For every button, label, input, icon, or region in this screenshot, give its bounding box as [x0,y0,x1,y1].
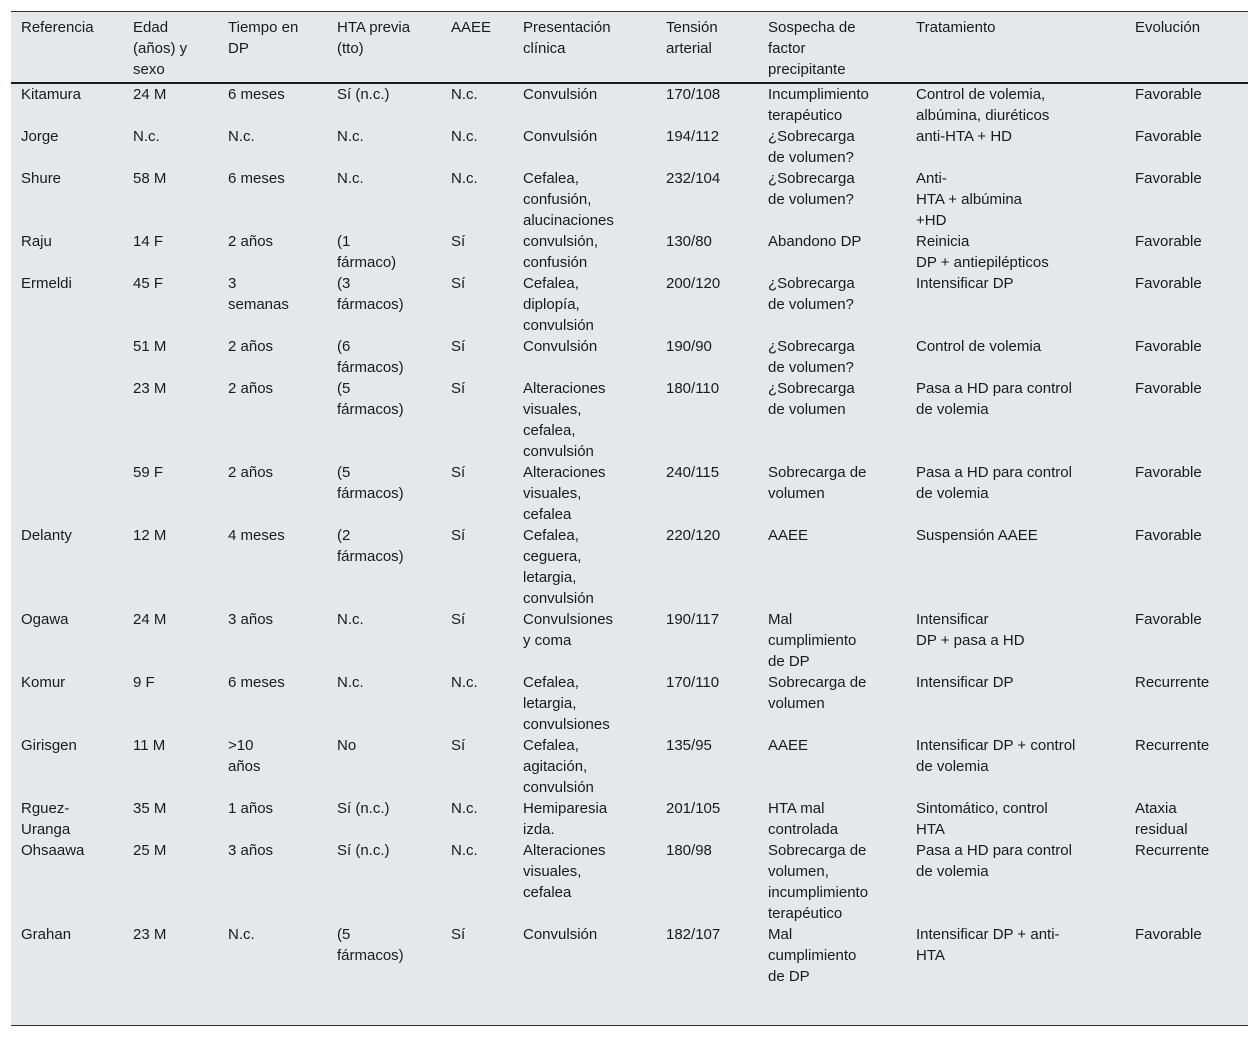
cell-tratamiento: Sintomático, control HTA [916,800,1048,838]
header-tension: Tensión arterial [656,12,758,83]
cell-edad-sexo: 24 M [133,86,167,103]
cell-tension: 240/115 [666,464,720,481]
cell-tiempo-dp: 3 años [228,611,274,628]
cell-referencia: Rguez- Uranga [21,800,71,838]
cell-tratamiento: Intensificar DP + control de volemia [916,737,1076,775]
cell-hta-previa: (5 fármacos) [337,926,404,964]
cell-referencia: Girisgen [21,737,77,754]
cell-evolucion: Favorable [1135,464,1202,481]
cell-hta-previa: N.c. [337,611,364,628]
cell-aaee: N.c. [451,842,478,859]
table-header-row [11,12,1248,83]
cell-presentacion: Cefalea, ceguera, letargia, convulsión [523,527,594,607]
cell-edad-sexo: 51 M [133,338,167,355]
cell-aaee: N.c. [451,674,478,691]
cell-tiempo-dp: N.c. [228,128,255,145]
cell-tension: 190/117 [666,611,720,628]
cell-presentacion: Hemiparesia izda. [523,800,608,838]
table-row [11,378,1248,462]
cell-presentacion: Alteraciones visuales, cefalea [523,464,606,523]
cell-referencia: Jorge [21,128,59,145]
cell-evolucion: Favorable [1135,611,1202,628]
cell-presentacion: Cefalea, letargia, convulsiones [523,674,610,733]
cell-tension: 201/105 [666,800,721,817]
cell-hta-previa: (6 fármacos) [337,338,404,376]
cell-tratamiento: Anti- HTA + albúmina +HD [916,170,1023,229]
cell-evolucion: Favorable [1135,527,1202,544]
cell-aaee: Sí [451,275,466,292]
table-row [11,672,1248,735]
table-row [11,609,1248,672]
cell-hta-previa: (5 fármacos) [337,380,404,418]
cell-tiempo-dp: 6 meses [228,674,285,691]
cell-referencia: Ogawa [21,611,69,628]
cell-edad-sexo: 59 F [133,464,164,481]
cell-sospecha: Mal cumplimiento de DP [768,611,857,670]
cell-tratamiento: Control de volemia, albúmina, diuréticos [916,86,1050,124]
cell-referencia: Raju [21,233,52,250]
cell-tratamiento: Pasa a HD para control de volemia [916,380,1072,418]
cell-tratamiento: Intensificar DP + pasa a HD [916,611,1025,649]
cell-sospecha: ¿Sobrecarga de volumen? [768,275,855,313]
cell-tratamiento: Intensificar DP + anti- HTA [916,926,1060,964]
cell-hta-previa: Sí (n.c.) [337,86,390,103]
cell-referencia: Ohsaawa [21,842,85,859]
cell-aaee: Sí [451,611,466,628]
cell-sospecha: Incumplimiento terapéutico [768,86,869,124]
cell-aaee: Sí [451,233,466,250]
cell-hta-previa: (3 fármacos) [337,275,404,313]
case-table-container [11,11,1248,1026]
cell-tiempo-dp: 3 semanas [228,275,289,313]
cell-edad-sexo: 58 M [133,170,167,187]
cell-tiempo-dp: >10 años [228,737,261,775]
cell-sospecha: Abandono DP [768,233,862,250]
cell-tiempo-dp: 6 meses [228,86,285,103]
cell-tiempo-dp: 2 años [228,338,274,355]
cell-hta-previa: (5 fármacos) [337,464,404,502]
header-presentacion: Presentación clínica [513,12,656,83]
cell-hta-previa: Sí (n.c.) [337,800,390,817]
cell-presentacion: Convulsiones y coma [523,611,614,649]
cell-tension: 232/104 [666,170,721,187]
cell-tension: 200/120 [666,275,721,292]
cell-aaee: Sí [451,464,466,481]
cell-sospecha: ¿Sobrecarga de volumen? [768,338,855,376]
cell-sospecha: Sobrecarga de volumen, incumplimiento terapéutico [768,842,869,922]
cell-hta-previa: Sí (n.c.) [337,842,390,859]
table-row [11,273,1248,336]
cell-referencia: Ermeldi [21,275,72,292]
cell-edad-sexo: 9 F [133,674,155,691]
table-row [11,525,1248,609]
cell-evolucion: Recurrente [1135,842,1210,859]
cell-presentacion: Alteraciones visuales, cefalea [523,842,606,901]
cell-tiempo-dp: 1 años [228,800,274,817]
cell-aaee: Sí [451,527,466,544]
table-row [11,924,1248,987]
cell-evolucion: Ataxia residual [1135,800,1188,838]
cell-tiempo-dp: 3 años [228,842,274,859]
cell-evolucion: Favorable [1135,170,1202,187]
cell-tiempo-dp: 6 meses [228,170,285,187]
cell-presentacion: Convulsión [523,128,598,145]
cell-aaee: Sí [451,926,466,943]
cell-hta-previa: No [337,737,357,754]
cell-sospecha: Sobrecarga de volumen [768,674,867,712]
cell-aaee: Sí [451,737,466,754]
table-row [11,83,1248,126]
cell-evolucion: Favorable [1135,338,1202,355]
cell-tension: 182/107 [666,926,721,943]
cell-tension: 194/112 [666,128,720,145]
table-row [11,840,1248,924]
case-table [11,12,1248,987]
cell-tratamiento: anti-HTA + HD [916,128,1012,145]
cell-edad-sexo: 45 F [133,275,164,292]
cell-tension: 180/98 [666,842,712,859]
cell-referencia: Komur [21,674,66,691]
cell-tratamiento: Pasa a HD para control de volemia [916,842,1072,880]
cell-sospecha: Mal cumplimiento de DP [768,926,857,985]
cell-aaee: N.c. [451,86,478,103]
cell-aaee: N.c. [451,170,478,187]
cell-evolucion: Favorable [1135,926,1202,943]
cell-edad-sexo: 35 M [133,800,167,817]
cell-referencia: Kitamura [21,86,82,103]
table-row [11,462,1248,525]
table-row [11,168,1248,231]
cell-tension: 220/120 [666,527,721,544]
cell-evolucion: Favorable [1135,128,1202,145]
cell-sospecha: ¿Sobrecarga de volumen [768,380,855,418]
cell-presentacion: Cefalea, diplopía, convulsión [523,275,594,334]
cell-evolucion: Favorable [1135,233,1202,250]
cell-tiempo-dp: 2 años [228,380,274,397]
cell-aaee: N.c. [451,800,478,817]
cell-tension: 135/95 [666,737,712,754]
cell-tratamiento: Intensificar DP [916,674,1014,691]
cell-edad-sexo: N.c. [133,128,160,145]
cell-presentacion: Cefalea, agitación, convulsión [523,737,594,796]
cell-sospecha: AAEE [768,737,809,754]
header-tratamiento: Tratamiento [906,12,1125,83]
cell-sospecha: AAEE [768,527,809,544]
cell-tension: 190/90 [666,338,712,355]
header-sospecha: Sospecha de factor precipitante [758,12,906,83]
header-evolucion: Evolución [1125,12,1248,83]
cell-aaee: Sí [451,338,466,355]
cell-sospecha: ¿Sobrecarga de volumen? [768,170,855,208]
cell-aaee: N.c. [451,128,478,145]
table-row [11,798,1248,840]
cell-evolucion: Favorable [1135,275,1202,292]
cell-edad-sexo: 23 M [133,380,167,397]
cell-tension: 130/80 [666,233,712,250]
cell-presentacion: Convulsión [523,926,598,943]
cell-hta-previa: (2 fármacos) [337,527,404,565]
cell-hta-previa: N.c. [337,170,364,187]
cell-evolucion: Recurrente [1135,737,1210,754]
cell-tratamiento: Pasa a HD para control de volemia [916,464,1072,502]
cell-hta-previa: (1 fármaco) [337,233,397,271]
header-aaee: AAEE [441,12,513,83]
table-row [11,231,1248,273]
cell-hta-previa: N.c. [337,128,364,145]
cell-edad-sexo: 11 M [133,737,166,754]
cell-tiempo-dp: N.c. [228,926,255,943]
cell-tension: 180/110 [666,380,720,397]
cell-edad-sexo: 14 F [133,233,164,250]
header-tiempo-dp: Tiempo en DP [218,12,327,83]
cell-referencia [11,336,123,378]
cell-tratamiento: Suspensión AAEE [916,527,1038,544]
cell-evolucion: Favorable [1135,380,1202,397]
table-row [11,126,1248,168]
cell-hta-previa: N.c. [337,674,364,691]
cell-tratamiento: Control de volemia [916,338,1042,355]
cell-edad-sexo: 24 M [133,611,167,628]
cell-tension: 170/110 [666,674,720,691]
cell-presentacion: convulsión, confusión [523,233,599,271]
cell-referencia: Grahan [21,926,72,943]
header-referencia: Referencia [11,12,123,83]
cell-presentacion: Convulsión [523,86,598,103]
cell-presentacion: Alteraciones visuales, cefalea, convulsión [523,380,606,460]
cell-evolucion: Favorable [1135,86,1202,103]
cell-tratamiento: Reinicia DP + antiepilépticos [916,233,1049,271]
cell-presentacion: Cefalea, confusión, alucinaciones [523,170,614,229]
cell-tiempo-dp: 4 meses [228,527,285,544]
cell-referencia: Delanty [21,527,72,544]
cell-sospecha: ¿Sobrecarga de volumen? [768,128,855,166]
table-body [11,83,1248,987]
cell-tension: 170/108 [666,86,721,103]
cell-tratamiento: Intensificar DP [916,275,1014,292]
cell-edad-sexo: 12 M [133,527,167,544]
cell-evolucion: Recurrente [1135,674,1210,691]
cell-aaee: Sí [451,380,466,397]
cell-sospecha: Sobrecarga de volumen [768,464,867,502]
table-row [11,336,1248,378]
cell-sospecha: HTA mal controlada [768,800,839,838]
cell-tiempo-dp: 2 años [228,233,274,250]
cell-edad-sexo: 23 M [133,926,167,943]
cell-presentacion: Convulsión [523,338,598,355]
cell-referencia [11,378,123,462]
header-edad-sexo: Edad (años) y sexo [123,12,218,83]
header-hta-previa: HTA previa (tto) [327,12,441,83]
cell-referencia: Shure [21,170,62,187]
cell-tiempo-dp: 2 años [228,464,274,481]
cell-referencia [11,462,123,525]
table-row [11,735,1248,798]
cell-edad-sexo: 25 M [133,842,167,859]
